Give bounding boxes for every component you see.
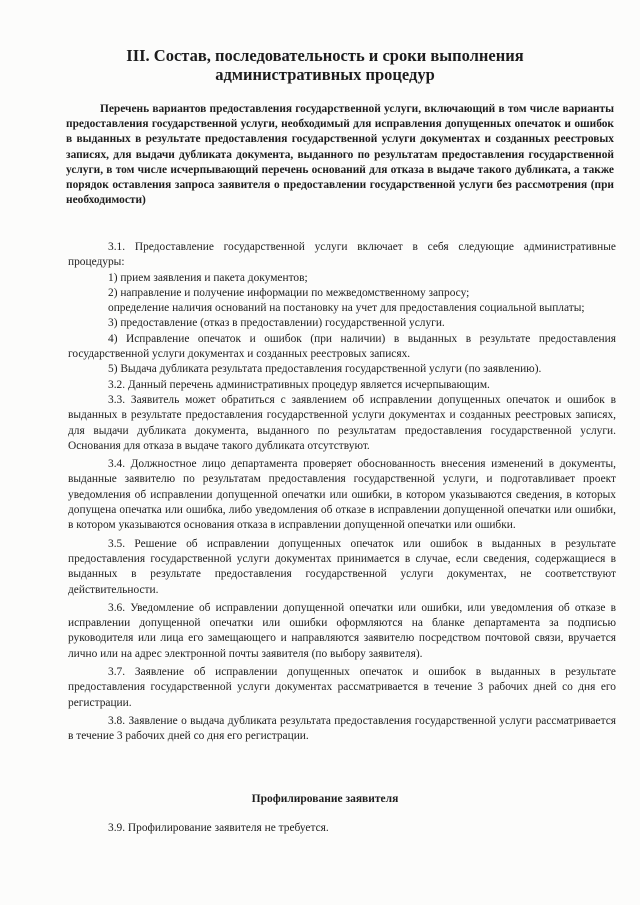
section-title-line-1: III. Состав, последовательность и сроки выполнения: [126, 46, 524, 65]
section-title-line-2: административных процедур: [215, 65, 435, 84]
paragraph-3-2: 3.2. Данный перечень административных процедур является исчерпывающим.: [108, 378, 490, 391]
section-subtitle: Перечень вариантов предоставления государственной услуги, включающий в том числе варианты предоставления государственной услуги, необходимый для исправления допущенных опечаток и ошибок в выданных в результате предоставления государственной услуги документах и созданных реестровых записях, для выдачи дубликата документа, выданного по результатам предоставления государственной услуги, в том числе исчерпывающий перечень оснований для отказа в выдаче такого дубликата, а также порядок оставления запроса заявителя о предоставлении государственной услуги без рассмотрения (при необходимости): [66, 103, 614, 207]
paragraph-3-9: 3.9. Профилирование заявителя не требуется.: [108, 822, 329, 834]
paragraph-3-7: 3.7. Заявление об исправлении допущенных опечаток и ошибок в выданных в результате предоставления государственной услуги документах рассматривается в течение 3 рабочих дней со дня его регистрации.: [68, 666, 616, 709]
paragraph-3-5: 3.5. Решение об исправлении допущенных опечаток или ошибок в выданных в результате предоставления государственной услуги документах принимается в случае, если сведения, содержащиеся в выданных в результате предоставления государственной услуги документах, не соответствуют действительности.: [68, 537, 616, 596]
paragraph-item-2: 2) направление и получение информации по межведомственному запросу;: [108, 286, 470, 299]
paragraph-item-3: 3) предоставление (отказ в предоставлении) государственной услуги.: [108, 317, 445, 330]
paragraph-3-8: 3.8. Заявление о выдача дубликата результата предоставления государственной услуги рассматривается в течение 3 рабочих дней со дня его регистрации.: [68, 714, 616, 743]
profiling-heading: Профилирование заявителя: [251, 793, 399, 805]
paragraph-item-2-note: определение наличия оснований на постановку на учет для предоставления социальной выплаты;: [108, 302, 585, 315]
paragraph-3-4: 3.4. Должностное лицо департамента проверяет обоснованность внесения изменений в документы, выданные заявителю по результатам предоставления государственной услуги, и подготавливает проект уведомления об исправлении допущенной опечатки или ошибки, в котором указываются сведения, в которых допущена опечатка или ошибка, либо уведомления об отказе в исправлении допущенной опечатки или ошибки, в котором указываются основания отказа в исправлении допущенной опечатки или ошибки.: [68, 458, 616, 532]
section-title: [60, 46, 590, 84]
paragraph-item-4: 4) Исправление опечаток и ошибок (при наличии) в выданных в результате предоставления государственной услуги документах и созданных реестровых записях.: [68, 332, 616, 361]
paragraph-3-6: 3.6. Уведомление об исправлении допущенной опечатки или ошибки, или уведомления об отказе в исправлении допущенной опечатки или ошибки оформляются на бланке департамента за подписью руководителя или лица его замещающего и направляются заявителю посредством почтовой связи, вручается лично или на адрес электронной почты заявителя (по выбору заявителя).: [68, 601, 616, 660]
paragraph-item-5: 5) Выдача дубликата результата предоставления государственной услуги (по заявлению).: [108, 363, 542, 376]
paragraph-item-1: 1) прием заявления и пакета документов;: [108, 271, 308, 284]
paragraph-3-3: 3.3. Заявитель может обратиться с заявлением об исправлении допущенных опечаток и ошибок в выданных в результате предоставления государственной услуги документах и созданных реестровых записях, для выдачи дубликата документа, выданного по результатам предоставления государственной услуги. Основания для отказа в выдаче такого дубликата отсутствуют.: [68, 393, 616, 452]
document-body: [68, 240, 616, 745]
paragraph-3-1: 3.1. Предоставление государственной услуги включает в себя следующие административные процедуры:: [68, 241, 616, 269]
